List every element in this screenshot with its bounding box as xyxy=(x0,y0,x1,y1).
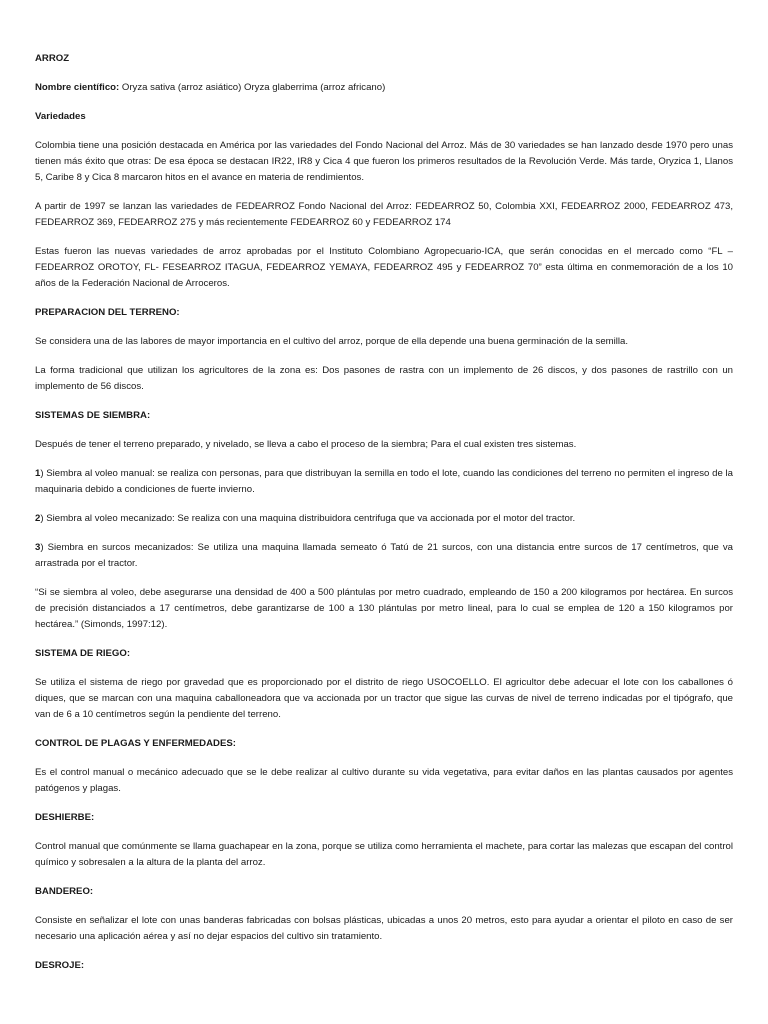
siembra-item-2 xyxy=(35,511,733,527)
varieties-heading: Variedades xyxy=(35,111,86,122)
scientific-name-line xyxy=(35,80,733,96)
paragraph-colombia: Colombia tiene una posición destacada en América por las variedades del Fondo Nacional del Arroz. Más de 30 variedades se han lanzado desde 1970 pero unas tienen más éxito que otras: De esa época se destacan IR22, IR8 y Cica 4 que fueron los primeros resultados de la Revolución Verde. Más tarde, Oryzica 1, Llanos 5, Caribe 8 y Cica 8 marcaron hitos en el avance en materia de rendimientos. xyxy=(35,140,733,183)
scientific-name-label: Nombre científico: xyxy=(35,82,120,93)
siembra-item-text: ) Siembra en surcos mecanizados: Se utiliza una maquina llamada semeato ó Tatú de 21 surcos, con una distancia entre surcos de 17 centímetros, que va arrastrada por el tractor. xyxy=(35,542,733,569)
siembra-item-number: 1 xyxy=(35,468,41,479)
paragraph-quote: “Si se siembra al voleo, debe asegurarse una densidad de 400 a 500 plántulas por metro cuadrado, empleando de 150 a 200 kilogramos por hectárea. En surcos de precisión distanciados a 17 centímetros, debe garantizarse de 100 a 130 plántulas por metro lineal, para lo cual se emplea de 120 a 150 kilogramos por hectárea.” (Simonds, 1997:12). xyxy=(35,587,733,630)
paragraph-1997: A partir de 1997 se lanzan las variedades de FEDEARROZ Fondo Nacional del Arroz: FEDEARROZ 50, Colombia XXI, FEDEARROZ 2000, FEDEARROZ 473, FEDEARROZ 369, FEDEARROZ 275 y más recientemente FEDEARROZ 60 y FEDEARROZ 174 xyxy=(35,201,733,228)
siembra-item-number: 3 xyxy=(35,542,41,553)
siembra-item-text: ) Siembra al voleo mecanizado: Se realiza con una maquina distribuidora centrifuga que va accionada por el motor del tractor. xyxy=(40,513,576,524)
heading-desroje: DESROJE: xyxy=(35,960,85,971)
siembra-item-number: 2 xyxy=(35,513,41,524)
paragraph-deshierbe: Control manual que comúnmente se llama guachapear en la zona, porque se utiliza como herramienta el machete, para cortar las malezas que escapan del control químico y sobresalen a la altura de la planta del arroz. xyxy=(35,841,733,868)
heading-siembra: SISTEMAS DE SIEMBRA: xyxy=(35,410,151,421)
siembra-item-text: ) Siembra al voleo manual: se realiza con personas, para que distribuyan la semilla en todo el lote, cuando las condiciones del terreno no permiten el ingreso de la maquinaria debido a condiciones de fuerte invierno. xyxy=(35,468,733,495)
document-title: ARROZ xyxy=(35,53,70,64)
heading-deshierbe: DESHIERBE: xyxy=(35,812,95,823)
paragraph-riego: Se utiliza el sistema de riego por gravedad que es proporcionado por el distrito de riego USOCOELLO. El agricultor debe adecuar el lote con los caballones ó diques, que se marcan con una maquina caballoneadora que va accionada por un tractor que sigue las curvas de nivel de terreno indicadas por el tipógrafo, que van de 6 a 10 centímetros según la pendiente del terreno. xyxy=(35,677,733,720)
paragraph-bandereo: Consiste en señalizar el lote con unas banderas fabricadas con bolsas plásticas, ubicadas a unos 20 metros, esto para ayudar a orientar el piloto en caso de ser necesario una aplicación aérea y así no dejar espacios del cultivo sin tratamiento. xyxy=(35,915,733,942)
siembra-item-1 xyxy=(35,466,733,498)
paragraph-plagas: Es el control manual o mecánico adecuado que se le debe realizar al cultivo durante su vida vegetativa, para evitar daños en las plantas causados por agentes patógenos y plagas. xyxy=(35,767,733,794)
paragraph-ica: Estas fueron las nuevas variedades de arroz aprobadas por el Instituto Colombiano Agropecuario-ICA, que serán conocidas en el mercado como “FL – FEDEARROZ OROTOY, FL- FESEARROZ ITAGUA, FEDEARROZ YEMAYA, FEDEARROZ 495 y FEDEARROZ 70” esta última en conmemoración de a los 10 años de la Federación Nacional de Arroceros. xyxy=(35,246,733,289)
paragraph-preparacion-1: Se considera una de las labores de mayor importancia en el cultivo del arroz, porque de ella depende una buena germinación de la semilla. xyxy=(35,336,629,347)
heading-bandereo: BANDEREO: xyxy=(35,886,94,897)
paragraph-siembra-intro: Después de tener el terreno preparado, y nivelado, se lleva a cabo el proceso de la siembra; Para el cual existen tres sistemas. xyxy=(35,439,577,450)
heading-riego: SISTEMA DE RIEGO: xyxy=(35,648,131,659)
scientific-name-value: Oryza sativa (arroz asiático) Oryza glaberrima (arroz africano) xyxy=(119,82,386,93)
heading-plagas: CONTROL DE PLAGAS Y ENFERMEDADES: xyxy=(35,738,236,749)
heading-preparacion: PREPARACION DEL TERRENO: xyxy=(35,307,180,318)
siembra-item-3 xyxy=(35,540,733,572)
paragraph-preparacion-2: La forma tradicional que utilizan los agricultores de la zona es: Dos pasones de rastra con un implemento de 26 discos, y dos pasones de rastrillo con un implemento de 56 discos. xyxy=(35,365,733,392)
